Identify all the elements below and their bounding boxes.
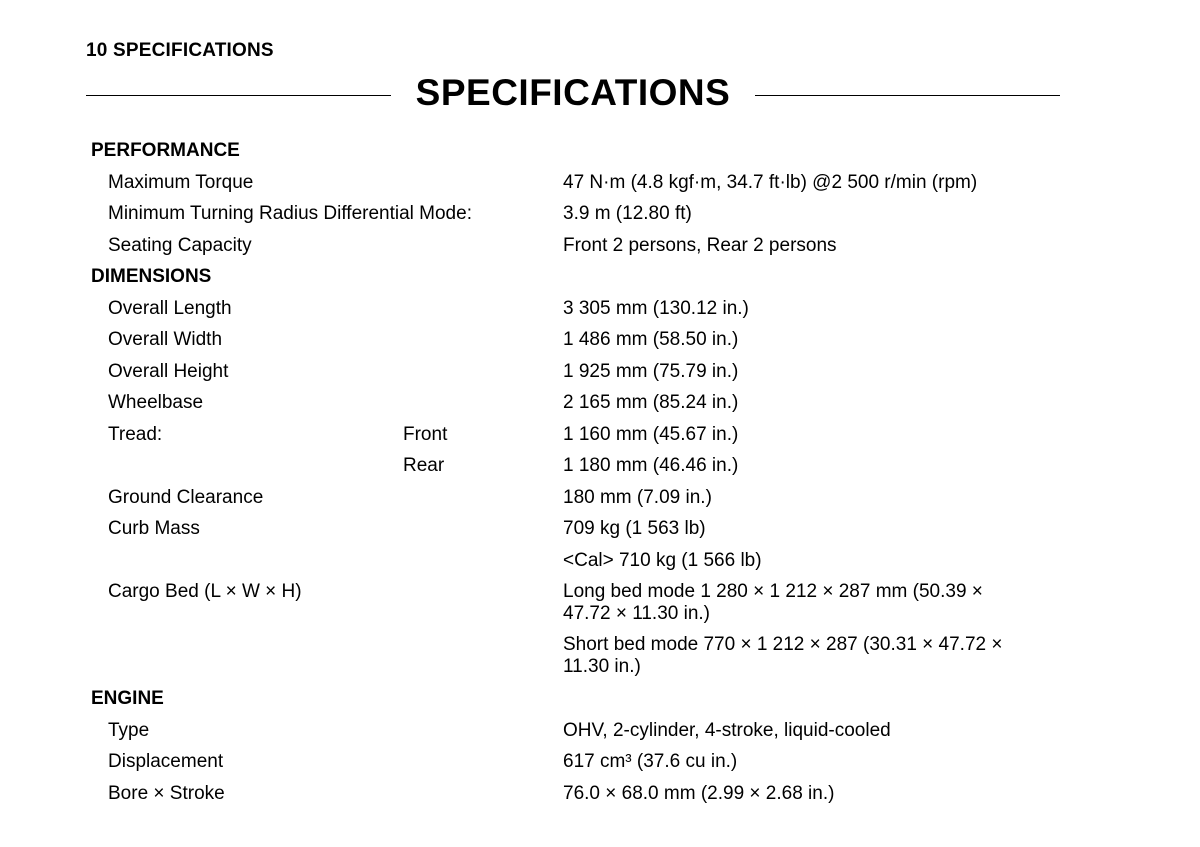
spec-label: Seating Capacity: [108, 235, 252, 256]
spec-label: Wheelbase: [108, 392, 204, 413]
spec-label: Ground Clearance: [108, 487, 264, 508]
section-heading-dimensions: DIMENSIONS: [91, 266, 212, 287]
spec-value: OHV, 2-cylinder, 4-stroke, liquid-cooled: [563, 720, 891, 741]
spec-value: 47 N·m (4.8 kgf·m, 34.7 ft·lb) @2 500 r/min (rpm): [563, 172, 978, 193]
spec-sublabel: Front: [403, 424, 448, 445]
title-rule-right: [755, 95, 1060, 96]
spec-value-line: 47.72 × 11.30 in.): [563, 603, 711, 624]
spec-value: 3.9 m (12.80 ft): [563, 203, 692, 224]
running-head: 10 SPECIFICATIONS: [86, 40, 274, 61]
spec-label: Tread:: [108, 424, 163, 445]
spec-label: Cargo Bed (L × W × H): [108, 581, 302, 602]
spec-value: 1 160 mm (45.67 in.): [563, 424, 739, 445]
spec-label: Overall Length: [108, 298, 232, 319]
spec-label: Overall Height: [108, 361, 229, 382]
spec-value: 1 180 mm (46.46 in.): [563, 455, 739, 476]
spec-value-line: Long bed mode 1 280 × 1 212 × 287 mm (50.39 ×: [563, 581, 983, 602]
spec-value: <Cal> 710 kg (1 566 lb): [563, 550, 762, 571]
spec-value: 2 165 mm (85.24 in.): [563, 392, 739, 413]
spec-value: 617 cm³ (37.6 cu in.): [563, 751, 738, 772]
spec-value: 3 305 mm (130.12 in.): [563, 298, 749, 319]
spec-value-line: Short bed mode 770 × 1 212 × 287 (30.31 × 47.72 ×: [563, 634, 1003, 655]
spec-value: 76.0 × 68.0 mm (2.99 × 2.68 in.): [563, 783, 835, 804]
spec-value: 180 mm (7.09 in.): [563, 487, 712, 508]
spec-value: Front 2 persons, Rear 2 persons: [563, 235, 837, 256]
spec-label: Curb Mass: [108, 518, 200, 539]
spec-label: Maximum Torque: [108, 172, 254, 193]
spec-value-line: 11.30 in.): [563, 656, 641, 677]
spec-label: Displacement: [108, 751, 224, 772]
spec-label: Overall Width: [108, 329, 223, 350]
spec-value: 1 925 mm (75.79 in.): [563, 361, 739, 382]
section-heading-performance: PERFORMANCE: [91, 140, 240, 161]
page-title: SPECIFICATIONS: [415, 72, 731, 113]
spec-value: [563, 581, 1053, 625]
spec-label: Bore × Stroke: [108, 783, 225, 804]
spec-value: 709 kg (1 563 lb): [563, 518, 706, 539]
spec-value: [563, 634, 1053, 678]
spec-sublabel: Rear: [403, 455, 445, 476]
spec-label: Type: [108, 720, 150, 741]
section-heading-engine: ENGINE: [91, 688, 164, 709]
spec-label: Minimum Turning Radius Differential Mode:: [108, 203, 472, 224]
spec-value: 1 486 mm (58.50 in.): [563, 329, 739, 350]
